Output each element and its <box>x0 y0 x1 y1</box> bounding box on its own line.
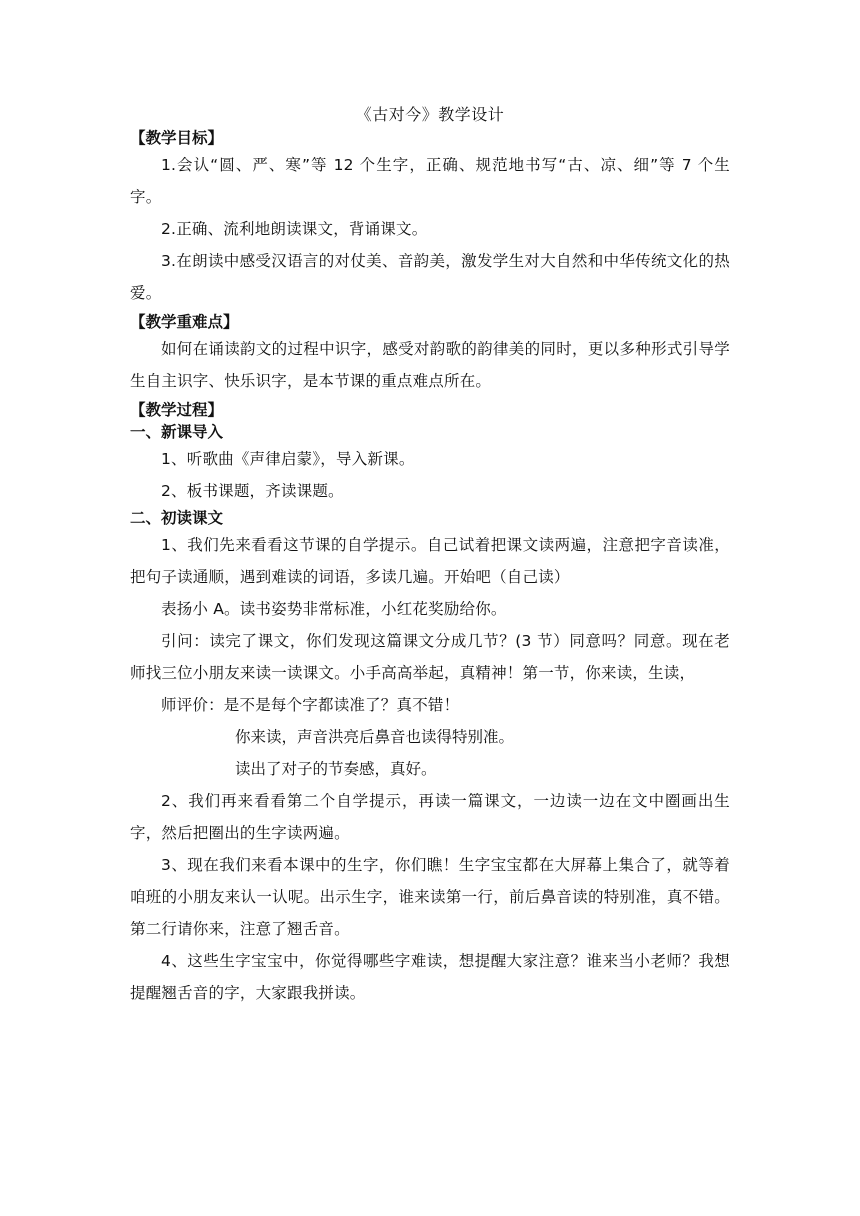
document-body <box>130 127 730 1009</box>
document-title: 《古对今》教学设计 <box>355 105 505 124</box>
section2-paragraph-6: 读出了对子的节奏感，真好。 <box>235 760 437 778</box>
goal-item-2: 2.正确、流利地朗读课文，背诵课文。 <box>161 220 428 238</box>
section1-item-2: 2、板书课题，齐读课题。 <box>161 482 344 500</box>
section2-heading: 二、初读课文 <box>130 509 224 527</box>
section2-paragraph-1: 1、我们先来看看这节课的自学提示。自己试着把课文读两遍，注意把字音读准，把句子读通顺，遇到难读的词语，多读几遍。开始吧（自己读） <box>130 536 730 586</box>
section2-paragraph-2: 表扬小 A。读书姿势非常标准，小红花奖励给你。 <box>161 600 507 618</box>
key-points-heading: 【教学重难点】 <box>130 313 239 331</box>
section2-paragraph-4: 师评价：是不是每个字都读准了？真不错！ <box>161 696 460 714</box>
section2-paragraph-8: 3、现在我们来看本课中的生字，你们瞧！生字宝宝都在大屏幕上集合了，就等着咱班的小朋友来认一认呢。出示生字，谁来读第一行，前后鼻音读的特别准，真不错。第二行请你来，注意了翘舌音。 <box>130 856 730 938</box>
section1-heading: 一、新课导入 <box>130 423 224 441</box>
section2-paragraph-5: 你来读，声音洪亮后鼻音也读得特别准。 <box>235 728 515 746</box>
section2-paragraph-7: 2、我们再来看看第二个自学提示，再读一篇课文，一边读一边在文中圈画出生字，然后把圈出的生字读两遍。 <box>130 792 730 842</box>
section2-paragraph-9: 4、这些生字宝宝中，你觉得哪些字难读，想提醒大家注意？谁来当小老师？我想提醒翘舌音的字，大家跟我拼读。 <box>130 952 730 1002</box>
goals-heading: 【教学目标】 <box>130 129 224 147</box>
section2-paragraph-3: 引问：读完了课文，你们发现这篇课文分成几节？(3 节）同意吗？同意。现在老师找三位小朋友来读一读课文。小手高高举起，真精神！第一节，你来读，生读， <box>130 632 730 682</box>
key-points-text: 如何在诵读韵文的过程中识字，感受对韵歌的韵律美的同时，更以多种形式引导学生自主识字、快乐识字，是本节课的重点难点所在。 <box>130 340 730 390</box>
section1-item-1: 1、听歌曲《声律启蒙》，导入新课。 <box>161 450 415 468</box>
process-heading: 【教学过程】 <box>130 401 224 419</box>
goal-item-3: 3.在朗读中感受汉语言的对仗美、音韵美，激发学生对大自然和中华传统文化的热爱。 <box>130 252 730 302</box>
goal-item-1: 1.会认“圆、严、寒”等 12 个生字，正确、规范地书写“古、凉、细”等 7 个生字。 <box>130 156 730 206</box>
